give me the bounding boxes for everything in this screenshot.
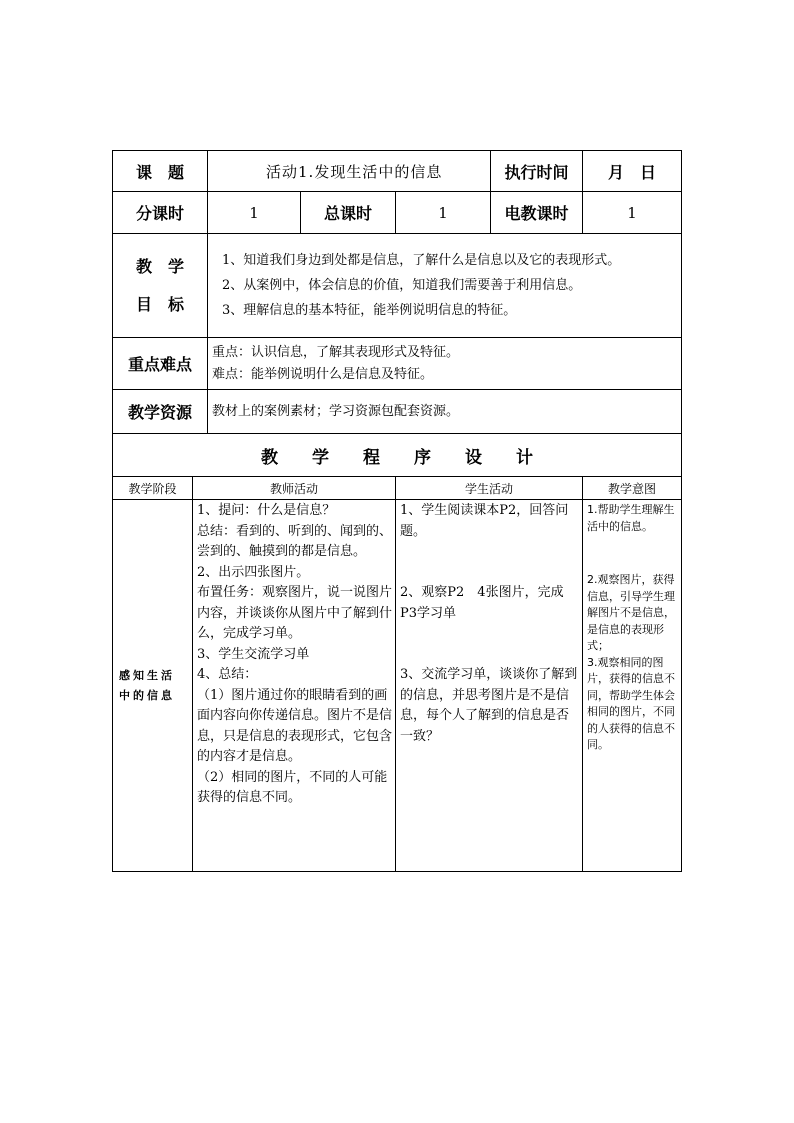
stage-name-line2: 中的信息 — [119, 688, 175, 702]
stage-name-line1: 感知生活 — [119, 668, 175, 682]
topic-value: 活动1.发现生活中的信息 — [208, 151, 491, 192]
teacher-step: 布置任务：观察图片，说一说图片内容，并谈谈你从图片中了解到什么，完成学习单。 — [197, 585, 393, 641]
design-banner: 教学程序设计 — [113, 434, 682, 477]
column-header-teacher: 教师活动 — [193, 477, 396, 500]
key-points-content — [208, 338, 682, 390]
exec-time-label: 执行时间 — [491, 151, 583, 192]
teacher-step: 2、出示四张图片。 — [197, 564, 310, 580]
teaching-intent — [583, 500, 682, 872]
teacher-step: （2）相同的图片，不同的人可能获得的信息不同。 — [197, 769, 388, 805]
key-difficulty: 难点：能举例说明什么是信息及特征。 — [212, 366, 434, 382]
spacer — [400, 542, 579, 583]
e-hours-value: 1 — [583, 192, 682, 234]
goals-label-line2: 目 标 — [136, 294, 185, 314]
column-header-row — [113, 477, 682, 500]
goals-content — [208, 234, 682, 338]
topic-label: 课 题 — [113, 151, 208, 192]
lesson-plan-table — [112, 150, 682, 872]
student-activity — [396, 500, 583, 872]
teacher-step: 4、总结： — [197, 667, 258, 682]
goals-label — [113, 234, 208, 338]
stage-row — [113, 500, 682, 872]
design-banner-row — [113, 434, 682, 477]
student-step: 2、观察P2 4张图片，完成P3学习单 — [400, 585, 564, 621]
resources-label: 教学资源 — [113, 390, 208, 434]
stage-name — [113, 500, 193, 872]
spacer — [400, 624, 579, 665]
teacher-step: 总结：看到的、听到的、闻到的、尝到的、触摸到的都是信息。 — [197, 523, 393, 559]
e-hours-label: 电教课时 — [491, 192, 583, 234]
intent-item: 1.帮助学生理解生活中的信息。 — [587, 503, 675, 533]
goal-item: 1、知道我们身边到处都是信息，了解什么是信息以及它的表现形式。 — [222, 253, 621, 268]
goal-item: 3、理解信息的基本特征，能举例说明信息的特征。 — [222, 303, 517, 318]
sub-hours-label: 分课时 — [113, 192, 208, 234]
intent-item: 3.观察相同的图片，获得的信息不同，帮助学生体会相同的图片，不同的人获得的信息不同。 — [587, 655, 676, 751]
lesson-plan-document — [112, 150, 681, 872]
sub-hours-value: 1 — [208, 192, 301, 234]
hours-row — [113, 192, 682, 234]
topic-row — [113, 151, 682, 192]
goal-item: 2、从案例中，体会信息的价值，知道我们需要善于利用信息。 — [222, 278, 582, 293]
resources-row — [113, 390, 682, 434]
teacher-step: （1）图片通过你的眼睛看到的画面内容向你传递信息。图片不是信息，只是信息的表现形式，它包含的内容才是信息。 — [197, 687, 393, 764]
resources-value: 教材上的案例素材；学习资源包配套资源。 — [208, 390, 682, 434]
goals-row — [113, 234, 682, 338]
spacer — [587, 535, 679, 572]
key-points-row — [113, 338, 682, 390]
exec-time-value: 月 日 — [583, 151, 682, 192]
student-step: 3、交流学习单，谈谈你了解到的信息，并思考图片是不是信息，每个人了解到的信息是否一致？ — [400, 667, 578, 744]
student-step: 1、学生阅读课本P2，回答问题。 — [400, 503, 569, 539]
key-focus: 重点：认识信息，了解其表现形式及特征。 — [212, 344, 460, 360]
teacher-activity — [193, 500, 396, 872]
goals-label-line1: 教 学 — [136, 256, 185, 276]
teacher-step: 1、提问：什么是信息？ — [197, 503, 336, 518]
total-hours-value: 1 — [396, 192, 491, 234]
column-header-student: 学生活动 — [396, 477, 583, 500]
teacher-step: 3、学生交流学习单 — [197, 646, 310, 662]
intent-item: 2.观察图片，获得信息，引导学生理解图片不是信息，是信息的表现形式； — [587, 573, 676, 652]
column-header-stage: 教学阶段 — [113, 477, 193, 500]
total-hours-label: 总课时 — [301, 192, 396, 234]
column-header-intent: 教学意图 — [583, 477, 682, 500]
key-points-label: 重点难点 — [113, 338, 208, 390]
